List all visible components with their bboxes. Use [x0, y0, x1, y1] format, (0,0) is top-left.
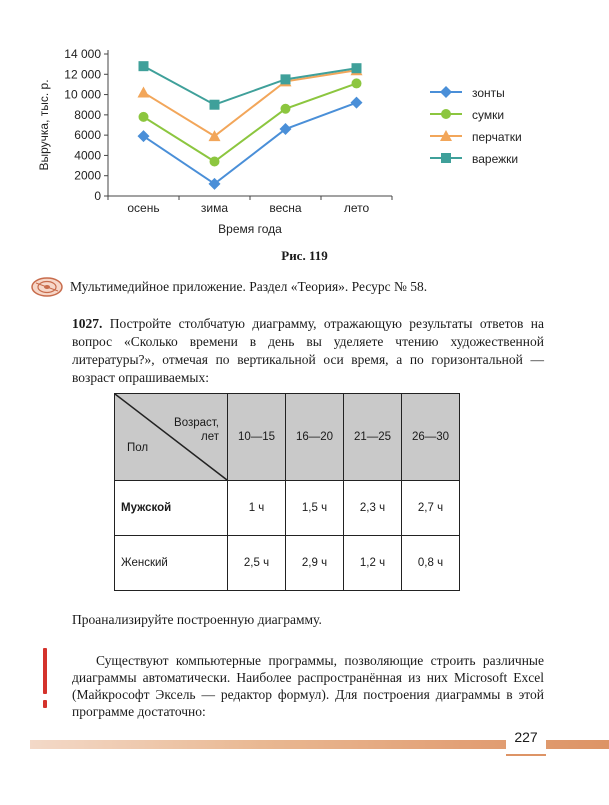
data-point [210, 157, 220, 167]
series-line [144, 66, 357, 105]
series-line [144, 83, 357, 161]
x-tick-label: осень [127, 201, 160, 215]
table-cell: 1,5 ч [286, 481, 344, 536]
series-перчатки [138, 64, 363, 141]
y-axis-label: Выручка, тыс. р. [37, 79, 51, 171]
y-tick-label: 14 000 [64, 47, 101, 61]
y-tick-label: 2000 [74, 168, 101, 183]
legend-marker [441, 153, 451, 163]
table-row [115, 481, 460, 536]
legend-label: зонты [472, 86, 505, 100]
table-cell: 2,3 ч [344, 481, 402, 536]
series-варежки [139, 61, 362, 110]
legend-label: варежки [472, 152, 519, 166]
data-point [351, 97, 363, 109]
page-number: 227 [506, 726, 546, 754]
table-cell: 0,8 ч [402, 536, 460, 591]
chart-series [138, 61, 363, 190]
y-tick-label: 4000 [74, 148, 101, 163]
y-tick-label: 10 000 [64, 87, 101, 102]
data-point [210, 100, 220, 110]
data-point [352, 78, 362, 88]
table-corner-cell [115, 394, 228, 481]
data-point [281, 74, 291, 84]
legend-marker [441, 109, 451, 119]
data-point [139, 112, 149, 122]
survey-table [114, 393, 460, 591]
x-tick-label: зима [200, 201, 229, 215]
row-label-female: Женский [115, 536, 228, 591]
disc-icon[interactable] [30, 276, 64, 298]
chart-legend [430, 86, 522, 166]
data-point [139, 61, 149, 71]
table-cell: 2,9 ч [286, 536, 344, 591]
y-tick-label: 0 [94, 189, 101, 203]
data-point [138, 130, 150, 142]
table-header-row [115, 394, 460, 481]
row-label-male: Мужской [115, 481, 228, 536]
x-tick-label: весна [269, 201, 302, 215]
data-point [138, 87, 150, 98]
legend-label: перчатки [472, 130, 522, 144]
legend-marker [440, 86, 452, 98]
table-row [115, 536, 460, 591]
multimedia-text: Мультимедийное приложение. Раздел «Теория». Ресурс № 58. [70, 279, 428, 294]
task-1027 [72, 315, 544, 387]
task-number: 1027. [72, 316, 103, 331]
series-line [144, 103, 357, 184]
table-cell: 2,5 ч [228, 536, 286, 591]
y-tick-label: 6000 [74, 128, 101, 143]
data-point [281, 104, 291, 114]
legend-label: сумки [472, 108, 505, 122]
analyze-instruction: Проанализируйте построенную диаграмму. [72, 612, 322, 627]
table-cell: 2,7 ч [402, 481, 460, 536]
chart-axes [37, 47, 392, 236]
x-tick-label: лето [343, 201, 370, 215]
age-header: 21—25 [344, 394, 402, 481]
x-axis-label: Время года [218, 222, 282, 236]
exclamation-icon [38, 648, 52, 710]
y-tick-label: 12 000 [64, 67, 101, 82]
age-header: 26—30 [402, 394, 460, 481]
figure-caption: Рис. 119 [281, 248, 328, 263]
corner-age-label: Возраст, лет [174, 417, 219, 443]
table-cell: 1 ч [228, 481, 286, 536]
data-point [352, 63, 362, 73]
age-header: 16—20 [286, 394, 344, 481]
series-line [144, 70, 357, 136]
info-paragraph: Существуют компьютерные программы, позволяющие строить различные диаграммы автоматически. Наиболее распространённая из них Microsoft Excel (Майкрософт Эксель — редактор формул). Для построения диаграммы в этой программе достаточно: [72, 653, 544, 719]
table-cell: 1,2 ч [344, 536, 402, 591]
corner-sex-label: Пол [127, 442, 149, 454]
task-text: Постройте столбчатую диаграмму, отражающую результаты ответов на вопрос «Сколько времени в день вы уделяете чтению художественной литературы?», отмечая по вертикальной оси время, а по горизонтальной — возраст опрашиваемых: [72, 316, 544, 385]
age-header: 10—15 [228, 394, 286, 481]
line-chart [0, 0, 609, 245]
y-tick-label: 8000 [74, 107, 101, 122]
